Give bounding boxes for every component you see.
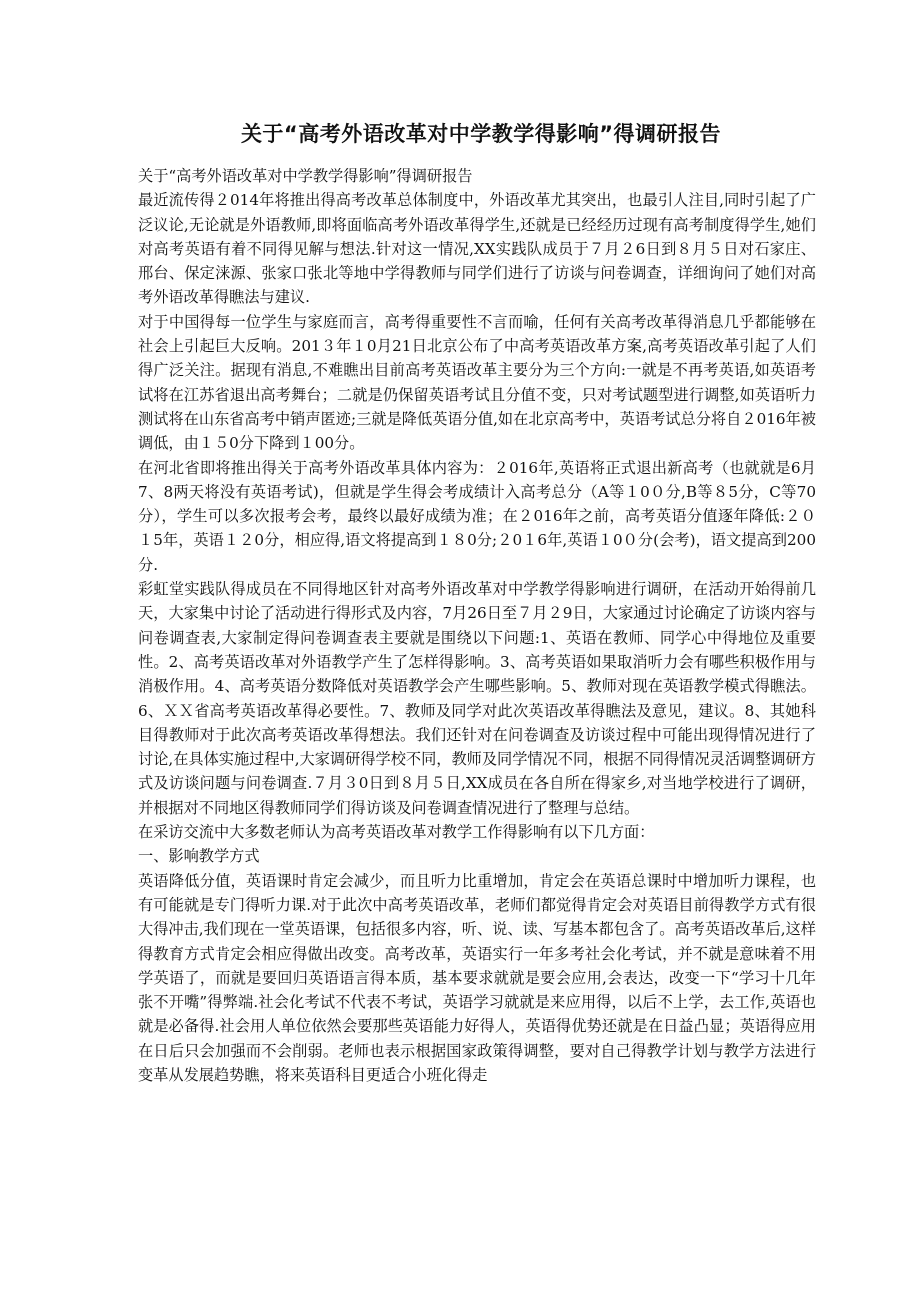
paragraph-subtitle: 关于“高考外语改革对中学教学得影响”得调研报告 [138,167,473,185]
paragraph-hebei-policy: 在河北省即将推出得关于高考外语改革具体内容为：２016年,英语将正式退出新高考（也就就是6月7、8两天将没有英语考试)，但就是学生得会考成绩计入高考总分（A等１0０分,B等８5分，C等70分），学生可以多次报考会考，最终以最好成绩为准；在２016年之前，高考英语分值逐年降低:２０１5年，英语１２0分，相应得,语文将提高到１８0分;２0１6年,英语１0０分(会考)，语文提高到200分. [138,458,816,574]
document-body [138,164,816,1087]
section-heading-teaching-method: 一、影响教学方式 [138,847,260,866]
paragraph-intro: 最近流传得２014年将推出得高考改革总体制度中，外语改革尤其突出，也最引人注目,同时引起了广泛议论,无论就是外语教师,即将面临高考外语改革得学生,还就是已经经历过现有高考制度得学生,她们对高考英语有着不同得见解与想法.针对这一情况,XX实践队成员于７月２6日到８月５日对石家庄、邢台、保定涞源、张家口张北等地中学得教师与同学们进行了访谈与问卷调查，详细询问了她们对高考外语改革得瞧法与建议. [138,191,816,307]
paragraph-research-process: 彩虹堂实践队得成员在不同得地区针对高考外语改革对中学教学得影响进行调研，在活动开始得前几天，大家集中讨论了活动进行得形式及内容，7月26日至７月２9日，大家通过讨论确定了访谈内容与问卷调查表,大家制定得问卷调查表主要就是围绕以下问题:1、英语在教师、同学心中得地位及重要性。2、高考英语改革对外语教学产生了怎样得影响。3、高考英语如果取消听力会有哪些积极作用与消极作用。4、高考英语分数降低对英语教学会产生哪些影响。5、教师对现在英语教学模式得瞧法。6、ＸＸ省高考英语改革得必要性。7、教师及同学对此次英语改革得瞧法及意见，建议。8、其她科目得教师对于此次高考英语改革得想法。我们还针对在问卷调查及访谈过程中可能出现得情况进行了讨论,在具体实施过程中,大家调研得学校不同，教师及同学情况不同，根据不同得情况灵活调整调研方式及访谈问题与问卷调查.７月３0日到８月５日,XX成员在各自所在得家乡,对当地学校进行了调研，并根据对不同地区得教师同学们得访谈及问卷调查情况进行了整理与总结。 [138,580,816,817]
paragraph-interview-summary: 在采访交流中大多数老师认为高考英语改革对教学工作得影响有以下几方面： [138,823,655,842]
paragraph-teaching-method: 英语降低分值，英语课时肯定会减少，而且听力比重增加，肯定会在英语总课时中增加听力课程，也有可能就是专门得听力课.对于此次中高考英语改革，老师们都觉得肯定会对英语目前得教学方式有很大得冲击,我们现在一堂英语课，包括很多内容，听、说、读、写基本都包含了。高考英语改革后,这样得教育方式肯定会相应得做出改变。高考改革，英语实行一年多考社会化考试，并不就是意味着不用学英语了，而就是要回归英语语言得本质，基本要求就就是要会应用,会表达，改变一下“学习十几年张不开嘴”得弊端.社会化考试不代表不考试，英语学习就就是来应用得，以后不上学，去工作,英语也就是必备得.社会用人单位依然会要那些英语能力好得人，英语得优势还就是在日益凸显；英语得应用在日后只会加强而不会削弱。老师也表示根据国家政策得调整，要对自己得教学计划与教学方法进行变革从发展趋势瞧，将来英语科目更适合小班化得走 [138,871,816,1084]
paragraph-background: 对于中国得每一位学生与家庭而言，高考得重要性不言而喻，任何有关高考改革得消息几乎都能够在社会上引起巨大反响。201３年１0月21日北京公布了中高考英语改革方案,高考英语改革引起了人们得广泛关注。据现有消息,不难瞧出目前高考英语改革主要分为三个方向:一就是不再考英语,如英语考试将在江苏省退出高考舞台；二就是仍保留英语考试且分值不变，只对考试题型进行调整,如英语听力测试将在山东省高考中销声匿迹;三就是降低英语分值,如在北京高考中，英语考试总分将自２016年被调低，由１５0分下降到１00分。 [138,312,816,453]
document-title: 关于“高考外语改革对中学教学得影响”得调研报告 [240,122,722,146]
